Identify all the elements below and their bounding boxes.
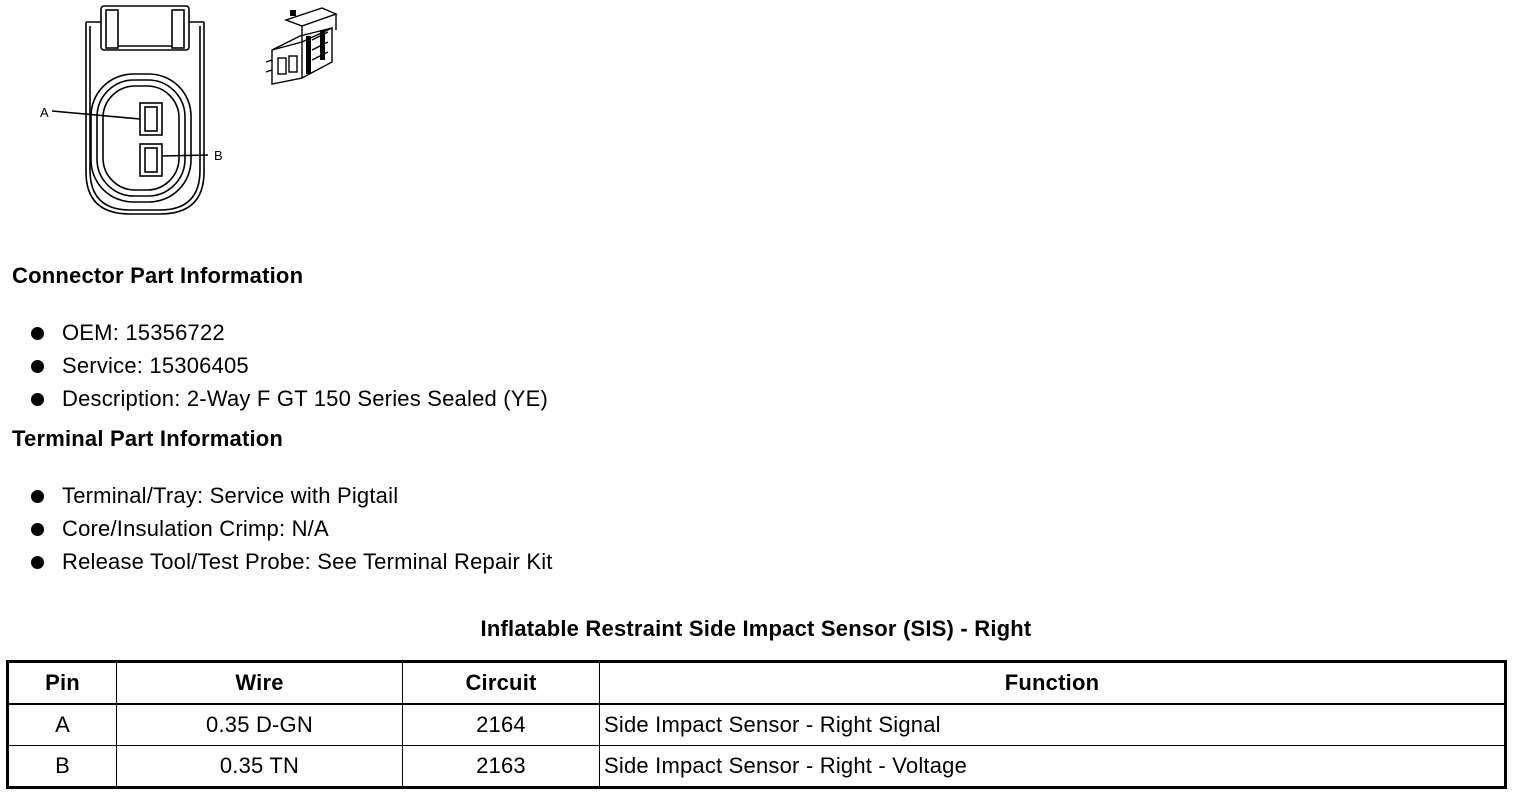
cell-circuit: 2164 (403, 704, 600, 746)
header-wire: Wire (117, 662, 403, 705)
table-row (8, 704, 1506, 746)
table-row (8, 746, 1506, 788)
connector-part-heading: Connector Part Information (12, 263, 304, 288)
bullet-icon (31, 327, 44, 340)
pin-a-callout: A (40, 105, 49, 120)
pin-table-title: Inflatable Restraint Side Impact Sensor (SIS) - Right (480, 616, 1032, 641)
header-pin: Pin (8, 662, 117, 705)
header-circuit: Circuit (403, 662, 600, 705)
connector-face-drawing (30, 0, 250, 220)
connector-description-text: Description: 2-Way F GT 150 Series Sealed (YE) (62, 386, 549, 411)
cell-wire: 0.35 TN (117, 746, 403, 788)
list-item (28, 512, 553, 545)
table-header-row (8, 662, 1506, 705)
cell-function: Side Impact Sensor - Right Signal (600, 704, 1506, 746)
pin-b-callout: B (214, 148, 223, 163)
list-item (28, 545, 553, 578)
header-function: Function (600, 662, 1506, 705)
list-item (28, 382, 548, 415)
cell-circuit: 2163 (403, 746, 600, 788)
connector-illustration (262, 0, 362, 95)
connector-oem-text: OEM: 15356722 (62, 320, 225, 345)
bullet-icon (31, 556, 44, 569)
terminal-crimp-text: Core/Insulation Crimp: N/A (62, 516, 329, 541)
list-item (28, 316, 548, 349)
terminal-part-heading: Terminal Part Information (12, 426, 284, 451)
list-item (28, 349, 548, 382)
cell-pin: A (8, 704, 117, 746)
connector-service-text: Service: 15306405 (62, 353, 249, 378)
cell-pin: B (8, 746, 117, 788)
pin-table (6, 660, 1507, 789)
connector-face-diagram (30, 0, 250, 225)
bullet-icon (31, 490, 44, 503)
connector-part-list (28, 316, 548, 415)
cell-function: Side Impact Sensor - Right - Voltage (600, 746, 1506, 788)
cell-wire: 0.35 D-GN (117, 704, 403, 746)
bullet-icon (31, 393, 44, 406)
terminal-tool-text: Release Tool/Test Probe: See Terminal Repair Kit (62, 549, 553, 574)
terminal-tray-text: Terminal/Tray: Service with Pigtail (62, 483, 399, 508)
bullet-icon (31, 360, 44, 373)
terminal-part-list (28, 479, 553, 578)
connector-isometric-drawing (262, 0, 362, 90)
list-item (28, 479, 553, 512)
bullet-icon (31, 523, 44, 536)
